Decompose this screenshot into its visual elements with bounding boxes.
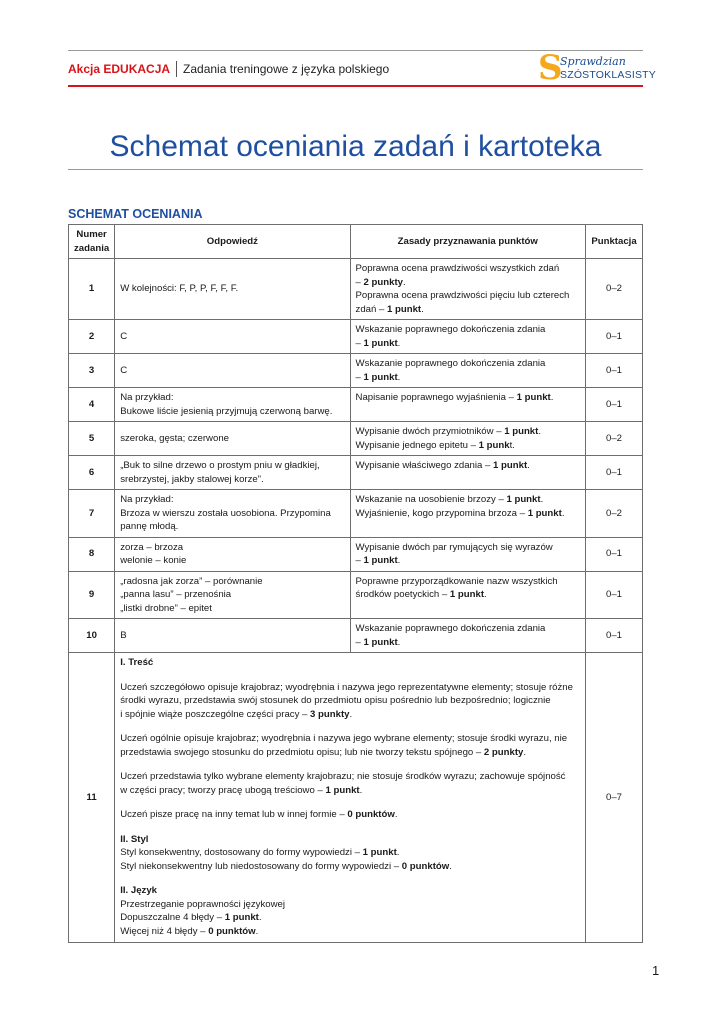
answer-cell: szeroka, gęsta; czerwone (115, 422, 350, 456)
header-separator (176, 61, 177, 77)
task-number: 4 (69, 388, 115, 422)
akcja-label: Akcja EDUKACJA (68, 62, 171, 76)
text-line: Poprawne przyporządkowanie nazw wszystkich (355, 575, 558, 587)
points-range: 0–1 (585, 388, 642, 422)
text-line: Wypisanie dwóch przymiotników – 1 punkt. (355, 426, 542, 437)
task-number: 5 (69, 422, 115, 456)
text-line: przedstawia swojego stosunku do przedmiotu opisu; lub nie tworzy tekstu spójnego – 2 punkty. (120, 746, 527, 758)
task-number: 8 (69, 537, 115, 571)
section-title: SCHEMAT OCENIANIA (68, 207, 203, 221)
rules-cell (350, 456, 585, 490)
points-range: 0–1 (585, 571, 642, 619)
text-line: Wskazanie poprawnego dokończenia zdania (355, 324, 546, 335)
text-line: Przestrzeganie poprawności językowej (120, 898, 285, 910)
points-range: 0–1 (585, 537, 642, 571)
criterion-paragraph (120, 681, 580, 722)
jezyk-heading: II. Język (120, 885, 158, 896)
text-line: Dopuszczalne 4 błędy – 1 punkt. (120, 912, 262, 923)
text-line: – 1 punkt. (355, 337, 401, 349)
text-line: Styl konsekwentny, dostosowany do formy wypowiedzi – 1 punkt. (120, 847, 400, 858)
points-range: 0–1 (585, 619, 642, 653)
table-row (69, 537, 643, 571)
task-number: 11 (69, 653, 115, 943)
rules-cell (350, 354, 585, 388)
points-range: 0–1 (585, 456, 642, 490)
table-row (69, 456, 643, 490)
criterion-paragraph (120, 808, 580, 822)
tresc-heading: I. Treść (120, 657, 154, 668)
text-line: Uczeń pisze pracę na inny temat lub w innej formie – 0 punktów. (120, 809, 398, 820)
logo-s-icon: S (538, 48, 563, 88)
logo-line2: SZÓSTOKLASISTY (560, 69, 656, 81)
col-header-rules: Zasady przyznawania punktów (350, 225, 585, 259)
text-line: – 2 punkty. (355, 276, 406, 288)
criterion-paragraph (120, 732, 580, 759)
table-row (69, 259, 643, 320)
table-row (69, 354, 643, 388)
header (68, 61, 389, 77)
text-line: Wypisanie właściwego zdania – 1 punkt. (355, 460, 530, 471)
col-header-number: Numer zadania (69, 225, 115, 259)
text-line: Uczeń ogólnie opisuje krajobraz; wyodrębnia i nazywa jego wybrane elementy; stosuje środki wyrazu, nie (120, 733, 568, 744)
task-number: 2 (69, 320, 115, 354)
rules-cell (350, 490, 585, 538)
text-line: w części pracy; tworzy pracę ubogą treściowo – 1 punkt. (120, 784, 363, 796)
text-line: – 1 punkt. (355, 555, 401, 566)
table-header-row (69, 225, 643, 259)
text-line: Wyjaśnienie, kogo przypomina brzoza – 1 punkt. (355, 507, 565, 519)
task-number: 10 (69, 619, 115, 653)
rules-cell (350, 571, 585, 619)
points-range: 0–1 (585, 354, 642, 388)
header-red-rule (68, 85, 643, 87)
table-row (69, 422, 643, 456)
text-line: Wypisanie jednego epitetu – 1 punkt. (355, 439, 515, 451)
rules-cell (350, 388, 585, 422)
text-line: i spójnie wiąże poszczególne części pracy – 3 punkty. (120, 708, 353, 720)
text-line: Więcej niż 4 błędy – 0 punktów. (120, 925, 259, 937)
table-row-11 (69, 653, 643, 943)
task-number: 6 (69, 456, 115, 490)
answer-cell: zorza – brzoza welonie – konie (115, 537, 350, 571)
rules-cell (350, 537, 585, 571)
page-number: 1 (652, 963, 660, 978)
text-line: – 1 punkt. (355, 636, 401, 648)
criteria-cell (115, 653, 586, 943)
points-range: 0–2 (585, 490, 642, 538)
text-line: zdań – 1 punkt. (355, 303, 424, 315)
text-line: Styl niekonsekwentny lub niedostosowany do formy wypowiedzi – 0 punktów. (120, 860, 452, 872)
text-line: – 1 punkt. (355, 371, 401, 383)
sprawdzian-logo (538, 48, 656, 88)
jezyk-criteria (120, 898, 580, 939)
col-header-points: Punktacja (585, 225, 642, 259)
answer-cell: Na przykład: Brzoza w wierszu została uosobiona. Przypomina pannę młodą. (115, 490, 350, 538)
scoring-table (68, 224, 643, 943)
answer-cell: W kolejności: F, P, P, F, F, F. (115, 259, 350, 320)
text-line: Wskazanie poprawnego dokończenia zdania (355, 623, 546, 634)
text-line: Poprawna ocena prawdziwości pięciu lub czterech (355, 290, 570, 301)
task-number: 1 (69, 259, 115, 320)
criterion-paragraph (120, 770, 580, 797)
text-line: Wskazanie na uosobienie brzozy – 1 punkt. (355, 494, 544, 505)
text-line: Poprawna ocena prawdziwości wszystkich zdań (355, 263, 560, 274)
rules-cell (350, 320, 585, 354)
answer-cell: „Buk to silne drzewo o prostym pniu w gładkiej, srebrzystej, jakby stalowej korze”. (115, 456, 350, 490)
points-range: 0–2 (585, 422, 642, 456)
answer-cell: C (115, 320, 350, 354)
points-range: 0–1 (585, 320, 642, 354)
text-line: Napisanie poprawnego wyjaśnienia – 1 punkt. (355, 392, 554, 403)
rules-cell (350, 259, 585, 320)
table-row (69, 571, 643, 619)
table-row (69, 619, 643, 653)
styl-heading: II. Styl (120, 833, 149, 845)
title-rule (68, 169, 643, 170)
rules-cell (350, 422, 585, 456)
styl-criteria (120, 846, 580, 873)
answer-cell: Na przykład: Bukowe liście jesienią przyjmują czerwoną barwę. (115, 388, 350, 422)
answer-cell: B (115, 619, 350, 653)
task-number: 3 (69, 354, 115, 388)
points-range: 0–7 (585, 653, 642, 943)
task-number: 7 (69, 490, 115, 538)
points-range: 0–2 (585, 259, 642, 320)
text-line: Uczeń szczegółowo opisuje krajobraz; wyodrębnia i nazywa jego reprezentatywne elementy; stosuje różne (120, 681, 573, 693)
task-number: 9 (69, 571, 115, 619)
table-row (69, 490, 643, 538)
logo-line1: Sprawdzian (560, 55, 626, 68)
text-line: środków poetyckich – 1 punkt. (355, 589, 487, 600)
tresc-criteria (120, 681, 580, 822)
text-line: Wypisanie dwóch par rymujących się wyrazów (355, 541, 553, 553)
answer-cell: C (115, 354, 350, 388)
text-line: Uczeń przedstawia tylko wybrane elementy krajobrazu; nie stosuje środków wyrazu; zachowuje spójność (120, 771, 566, 782)
page-title: Schemat oceniania zadań i kartoteka (109, 130, 602, 163)
text-line: środki wyrazu, przedstawia swój stosunek do przedmiotu opisu pośrednio lub bezpośrednio; logicznie (120, 695, 551, 706)
text-line: Wskazanie poprawnego dokończenia zdania (355, 358, 546, 369)
answer-cell: „radosna jak zorza” – porównanie „panna lasu” – przenośnia „listki drobne” – epitet (115, 571, 350, 619)
rules-cell (350, 619, 585, 653)
col-header-answer: Odpowiedź (115, 225, 350, 259)
table-row (69, 320, 643, 354)
header-subtitle: Zadania treningowe z języka polskiego (183, 62, 390, 76)
table-row (69, 388, 643, 422)
